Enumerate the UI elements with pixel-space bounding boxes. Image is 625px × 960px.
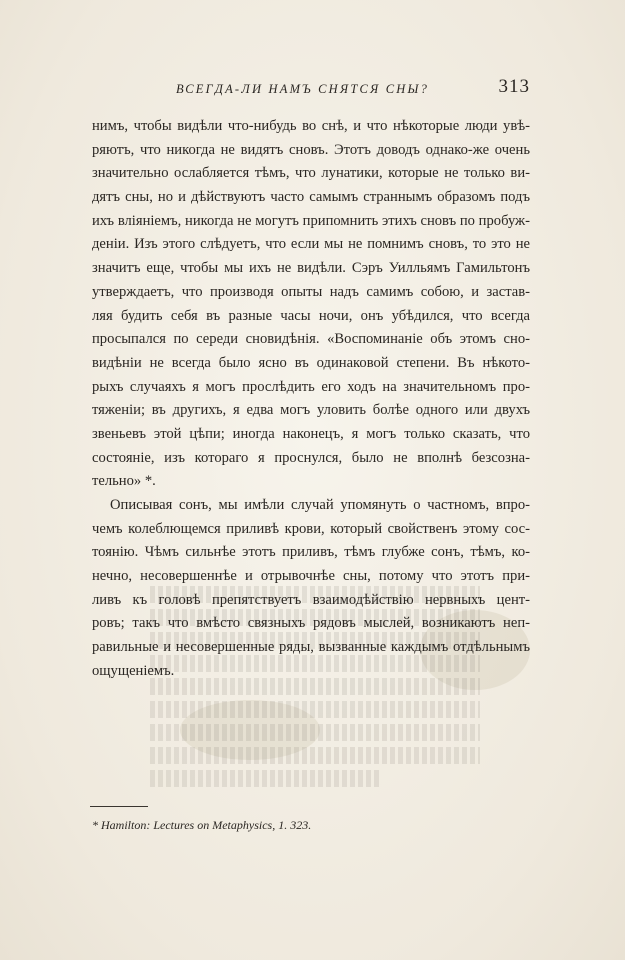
text-line: значитъ еще, чтобы мы ихъ не видѣли. Сэръ Уилльямъ Гамильтонъ [92, 260, 530, 277]
text-line: деніи. Изъ этого слѣдуетъ, что если мы не помнимъ сновъ, то это не [92, 236, 530, 253]
text-line: ливъ къ головѣ препятствуетъ взаимодѣйствію нервныхъ цент- [92, 591, 530, 608]
text-line: видѣніи не всегда было ясно въ одинаковой степени. Въ нѣкото- [92, 354, 530, 371]
text-line: нечно, несовершеннѣе и отрывочнѣе сны, потому что этотъ при- [92, 568, 530, 585]
page-number: 313 [498, 76, 530, 97]
text-line: тяженіи; въ другихъ, я едва могъ уловить болѣе одного или двухъ [92, 402, 530, 419]
text-line: ровъ; такъ что вмѣсто связныхъ рядовъ мыслей, возникаютъ неп- [92, 615, 530, 632]
text-line: ихъ вліяніемъ, никогда не могутъ припомнить этихъ сновъ по пробуж- [92, 212, 530, 229]
text-line: нимъ, чтобы видѣли что-нибудь во снѣ, и что нѣкоторые люди увѣ- [92, 118, 530, 134]
paragraph-end-line: ощущеніемъ. [92, 662, 175, 679]
text-line: состояніе, изъ котораго я проснулся, было не вполнѣ безсозна- [92, 449, 530, 466]
text-line: рыхъ случаяхъ я могъ прослѣдить его ходъ на значительномъ про- [92, 378, 530, 395]
running-title: ВСЕГДА-ЛИ НАМЪ СНЯТСЯ СНЫ? [176, 82, 430, 96]
text-line: ляя будить себя въ разные часы ночи, онъ убѣдился, что всегда [92, 307, 530, 324]
text-line: ряютъ, что никогда не видятъ сновъ. Этотъ доводъ однако-же очень [92, 141, 530, 158]
body-text [92, 115, 530, 684]
text-line: тоянію. Чѣмъ сильнѣе этотъ приливъ, тѣмъ глубже сонъ, тѣмъ, ко- [92, 544, 530, 561]
text-line: значительно ослабляется тѣмъ, что лунатики, которые не только ви- [92, 165, 530, 182]
text-line: утверждаетъ, что производя опыты надъ самимъ собою, и застав- [92, 283, 530, 300]
text-line: дятъ сны, но и дѣйствуютъ часто самымъ страннымъ образомъ подъ [92, 189, 530, 206]
paragraph-end-line: тельно» *. [92, 473, 156, 490]
footnote: * Hamilton: Lectures on Metaphysics, 1. 323. [92, 818, 312, 832]
running-head [92, 76, 530, 102]
paragraph-start-line: Описывая сонъ, мы имѣли случай упомянуть о частномъ, впро- [110, 497, 530, 513]
text-line: равильные и несовершенные ряды, вызванные каждымъ отдѣльнымъ [92, 639, 530, 656]
text-line: просыпался по середи сновидѣнія. «Воспоминаніе объ этомъ сно- [92, 331, 530, 348]
text-line: звеньевъ этой цѣпи; иногда наконецъ, я могъ только сказать, что [92, 425, 530, 442]
footnote-divider [90, 806, 148, 807]
text-line: чемъ колеблющемся приливѣ крови, который свойственъ этому сос- [92, 520, 530, 537]
